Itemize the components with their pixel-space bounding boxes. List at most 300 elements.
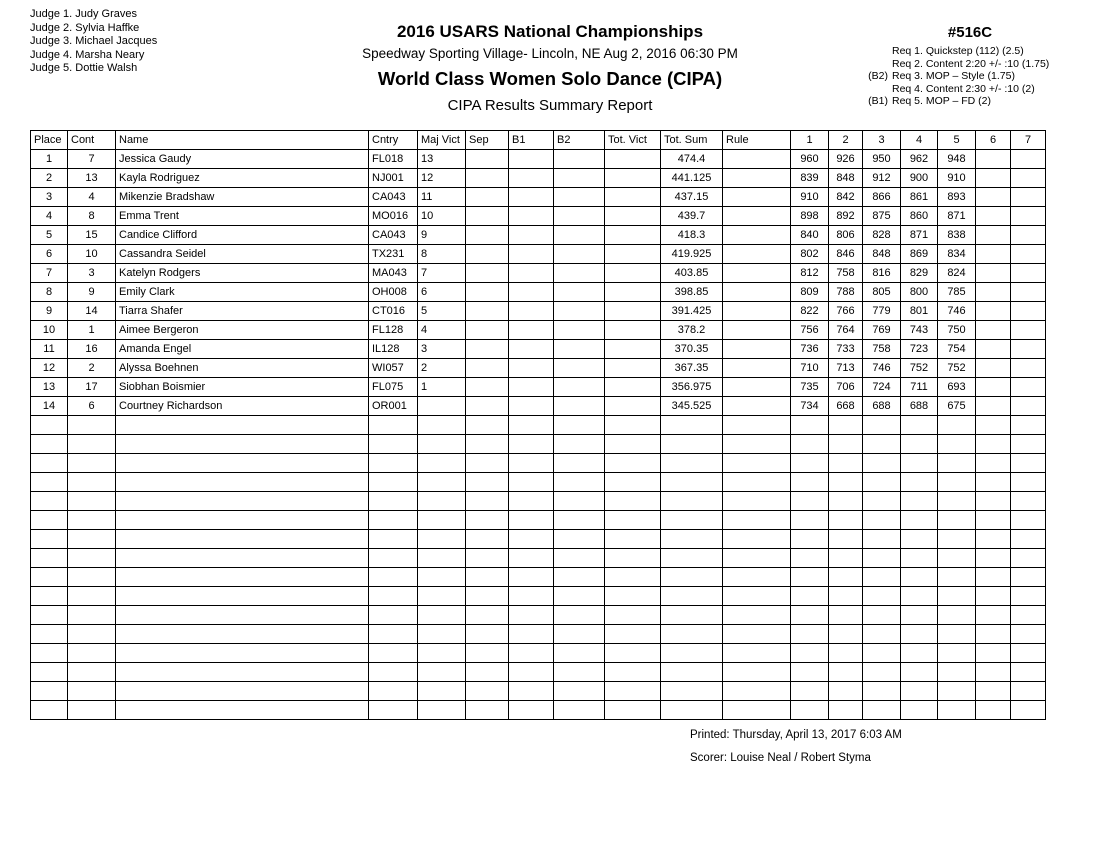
empty-cell (938, 473, 976, 492)
column-header-sep: Sep (466, 131, 509, 150)
empty-cell (938, 606, 976, 625)
cell-maj-vict: 11 (418, 188, 466, 207)
cell-name: Katelyn Rodgers (116, 264, 369, 283)
empty-cell (116, 473, 369, 492)
empty-cell (829, 625, 863, 644)
cell-1: 809 (791, 283, 829, 302)
cell-7 (1011, 226, 1046, 245)
cell-tot-vict (605, 245, 661, 264)
cell-3: 724 (863, 378, 901, 397)
column-header-1: 1 (791, 131, 829, 150)
cell-cntry: FL128 (369, 321, 418, 340)
cell-2: 806 (829, 226, 863, 245)
empty-cell (976, 549, 1011, 568)
cell-tot-vict (605, 378, 661, 397)
empty-cell (901, 454, 938, 473)
empty-cell (976, 701, 1011, 720)
cell-4: 962 (901, 150, 938, 169)
empty-cell (466, 530, 509, 549)
empty-row (31, 454, 1046, 473)
empty-cell (829, 530, 863, 549)
cell-2: 846 (829, 245, 863, 264)
empty-cell (791, 701, 829, 720)
empty-cell (938, 530, 976, 549)
empty-cell (863, 435, 901, 454)
cell-1: 735 (791, 378, 829, 397)
empty-cell (938, 549, 976, 568)
cell-tot-sum: 437.15 (661, 188, 723, 207)
empty-cell (829, 606, 863, 625)
cell-cntry: CA043 (369, 226, 418, 245)
empty-cell (554, 587, 605, 606)
empty-cell (976, 511, 1011, 530)
empty-cell (68, 568, 116, 587)
empty-cell (68, 587, 116, 606)
cell-1: 898 (791, 207, 829, 226)
cell-b2 (554, 397, 605, 416)
cell-1: 710 (791, 359, 829, 378)
empty-cell (554, 644, 605, 663)
empty-cell (418, 492, 466, 511)
cell-3: 688 (863, 397, 901, 416)
empty-cell (901, 530, 938, 549)
empty-cell (466, 416, 509, 435)
cell-maj-vict: 13 (418, 150, 466, 169)
cell-tot-sum: 391.425 (661, 302, 723, 321)
cell-name: Mikenzie Bradshaw (116, 188, 369, 207)
cell-1: 840 (791, 226, 829, 245)
cell-name: Siobhan Boismier (116, 378, 369, 397)
cell-6 (976, 169, 1011, 188)
empty-cell (466, 568, 509, 587)
empty-cell (605, 701, 661, 720)
cell-cntry: MA043 (369, 264, 418, 283)
cell-rule (723, 188, 791, 207)
cell-cntry: CA043 (369, 188, 418, 207)
empty-row (31, 416, 1046, 435)
cell-cont: 7 (68, 150, 116, 169)
empty-cell (791, 435, 829, 454)
cell-b1 (509, 245, 554, 264)
empty-cell (863, 625, 901, 644)
empty-cell (509, 701, 554, 720)
column-header-place: Place (31, 131, 68, 150)
empty-cell (554, 435, 605, 454)
requirement-line (862, 45, 1078, 58)
championship-title: 2016 USARS National Championships (396, 22, 704, 41)
cell-b2 (554, 340, 605, 359)
cell-maj-vict: 9 (418, 226, 466, 245)
cell-tot-sum: 439.7 (661, 207, 723, 226)
empty-cell (68, 663, 116, 682)
empty-cell (509, 682, 554, 701)
empty-cell (554, 606, 605, 625)
empty-cell (829, 492, 863, 511)
cell-tot-vict (605, 321, 661, 340)
empty-cell (723, 549, 791, 568)
empty-cell (723, 606, 791, 625)
empty-cell (976, 435, 1011, 454)
result-row (31, 397, 1046, 416)
cell-rule (723, 302, 791, 321)
empty-cell (116, 549, 369, 568)
cell-6 (976, 264, 1011, 283)
empty-cell (976, 416, 1011, 435)
result-row (31, 188, 1046, 207)
cell-7 (1011, 245, 1046, 264)
column-header-4: 4 (901, 131, 938, 150)
empty-cell (509, 454, 554, 473)
empty-cell (976, 454, 1011, 473)
cell-cntry: TX231 (369, 245, 418, 264)
empty-cell (901, 701, 938, 720)
column-header-cntry: Cntry (369, 131, 418, 150)
cell-5: 834 (938, 245, 976, 264)
judge-line: Judge 4. Marsha Neary (30, 48, 145, 61)
empty-cell (938, 587, 976, 606)
cell-tot-vict (605, 302, 661, 321)
cell-b2 (554, 321, 605, 340)
result-row (31, 340, 1046, 359)
empty-row (31, 549, 1046, 568)
empty-cell (466, 701, 509, 720)
cell-maj-vict: 1 (418, 378, 466, 397)
cell-5: 693 (938, 378, 976, 397)
empty-cell (863, 416, 901, 435)
empty-cell (605, 454, 661, 473)
empty-cell (723, 416, 791, 435)
empty-cell (68, 416, 116, 435)
cell-1: 839 (791, 169, 829, 188)
empty-cell (554, 511, 605, 530)
empty-row (31, 473, 1046, 492)
requirement-line (862, 83, 1078, 96)
requirement-prefix (862, 83, 892, 96)
empty-cell (68, 530, 116, 549)
cell-maj-vict: 3 (418, 340, 466, 359)
cell-b1 (509, 207, 554, 226)
empty-cell (661, 473, 723, 492)
empty-cell (418, 625, 466, 644)
empty-cell (509, 606, 554, 625)
requirement-text: Req 2. Content 2:20 +/- :10 (1.75) (892, 57, 1050, 70)
empty-cell (976, 587, 1011, 606)
empty-cell (68, 549, 116, 568)
empty-row (31, 492, 1046, 511)
empty-cell (863, 549, 901, 568)
cell-4: 800 (901, 283, 938, 302)
cell-4: 743 (901, 321, 938, 340)
empty-cell (1011, 549, 1046, 568)
empty-cell (418, 587, 466, 606)
empty-cell (31, 606, 68, 625)
cell-rule (723, 207, 791, 226)
cell-place: 11 (31, 340, 68, 359)
cell-tot-sum: 378.2 (661, 321, 723, 340)
empty-cell (863, 701, 901, 720)
empty-cell (901, 549, 938, 568)
empty-cell (418, 606, 466, 625)
cell-cntry: CT016 (369, 302, 418, 321)
cell-b2 (554, 207, 605, 226)
empty-cell (791, 644, 829, 663)
cell-cont: 1 (68, 321, 116, 340)
cell-tot-sum: 345.525 (661, 397, 723, 416)
cell-2: 892 (829, 207, 863, 226)
cell-6 (976, 397, 1011, 416)
cell-tot-vict (605, 359, 661, 378)
empty-cell (554, 492, 605, 511)
cell-b1 (509, 226, 554, 245)
empty-row (31, 663, 1046, 682)
cell-cntry: FL018 (369, 150, 418, 169)
empty-cell (938, 511, 976, 530)
requirement-prefix (862, 45, 892, 58)
cell-cont: 3 (68, 264, 116, 283)
cell-1: 812 (791, 264, 829, 283)
empty-cell (369, 549, 418, 568)
empty-cell (605, 492, 661, 511)
empty-cell (68, 511, 116, 530)
empty-cell (791, 625, 829, 644)
empty-cell (938, 568, 976, 587)
cell-1: 960 (791, 150, 829, 169)
cell-place: 14 (31, 397, 68, 416)
cell-name: Alyssa Boehnen (116, 359, 369, 378)
cell-2: 848 (829, 169, 863, 188)
cell-rule (723, 226, 791, 245)
cell-tot-vict (605, 207, 661, 226)
empty-cell (723, 454, 791, 473)
empty-cell (554, 416, 605, 435)
empty-cell (418, 663, 466, 682)
empty-cell (661, 625, 723, 644)
empty-cell (661, 587, 723, 606)
empty-cell (605, 606, 661, 625)
empty-cell (68, 492, 116, 511)
cell-name: Candice Clifford (116, 226, 369, 245)
empty-cell (554, 454, 605, 473)
cell-place: 9 (31, 302, 68, 321)
empty-cell (605, 435, 661, 454)
empty-cell (116, 587, 369, 606)
cell-tot-vict (605, 150, 661, 169)
empty-cell (829, 416, 863, 435)
cell-sep (466, 169, 509, 188)
empty-cell (369, 454, 418, 473)
cell-tot-sum: 441.125 (661, 169, 723, 188)
cell-7 (1011, 283, 1046, 302)
empty-cell (863, 454, 901, 473)
empty-cell (31, 492, 68, 511)
cell-2: 668 (829, 397, 863, 416)
cell-2: 713 (829, 359, 863, 378)
empty-cell (938, 435, 976, 454)
cell-b2 (554, 264, 605, 283)
result-row (31, 245, 1046, 264)
cell-rule (723, 359, 791, 378)
cell-b1 (509, 359, 554, 378)
cell-1: 736 (791, 340, 829, 359)
empty-cell (466, 682, 509, 701)
cell-sep (466, 226, 509, 245)
cell-maj-vict: 12 (418, 169, 466, 188)
empty-cell (605, 473, 661, 492)
cell-4: 711 (901, 378, 938, 397)
empty-cell (1011, 587, 1046, 606)
cell-b2 (554, 150, 605, 169)
result-row (31, 264, 1046, 283)
cell-7 (1011, 397, 1046, 416)
empty-cell (605, 682, 661, 701)
cell-place: 2 (31, 169, 68, 188)
cell-cntry: FL075 (369, 378, 418, 397)
empty-cell (829, 454, 863, 473)
event-title: World Class Women Solo Dance (CIPA) (377, 68, 723, 89)
empty-cell (829, 473, 863, 492)
empty-cell (68, 606, 116, 625)
empty-cell (418, 644, 466, 663)
cell-3: 746 (863, 359, 901, 378)
cell-maj-vict: 6 (418, 283, 466, 302)
cell-sep (466, 264, 509, 283)
empty-cell (1011, 530, 1046, 549)
cell-2: 766 (829, 302, 863, 321)
cell-7 (1011, 340, 1046, 359)
cell-b2 (554, 378, 605, 397)
cell-5: 910 (938, 169, 976, 188)
cell-b2 (554, 245, 605, 264)
empty-cell (1011, 454, 1046, 473)
requirement-text: Req 3. MOP – Style (1.75) (892, 70, 1015, 82)
result-row (31, 283, 1046, 302)
cell-name: Tiarra Shafer (116, 302, 369, 321)
cell-b2 (554, 302, 605, 321)
empty-cell (31, 549, 68, 568)
empty-cell (791, 663, 829, 682)
empty-cell (938, 416, 976, 435)
judge-line: Judge 1. Judy Graves (30, 8, 138, 20)
empty-cell (976, 568, 1011, 587)
empty-cell (418, 454, 466, 473)
empty-cell (554, 682, 605, 701)
cell-6 (976, 188, 1011, 207)
empty-cell (791, 530, 829, 549)
empty-cell (661, 701, 723, 720)
result-row (31, 169, 1046, 188)
result-row (31, 207, 1046, 226)
cell-rule (723, 283, 791, 302)
cell-maj-vict (418, 397, 466, 416)
column-header-tot-sum: Tot. Sum (661, 131, 723, 150)
empty-cell (116, 701, 369, 720)
cell-6 (976, 207, 1011, 226)
cell-place: 12 (31, 359, 68, 378)
cell-3: 828 (863, 226, 901, 245)
empty-cell (723, 625, 791, 644)
cell-place: 5 (31, 226, 68, 245)
cell-cont: 17 (68, 378, 116, 397)
cell-cont: 15 (68, 226, 116, 245)
cell-tot-vict (605, 340, 661, 359)
empty-cell (369, 473, 418, 492)
cell-b1 (509, 150, 554, 169)
report-footer (690, 729, 902, 775)
cell-b1 (509, 264, 554, 283)
cell-sep (466, 188, 509, 207)
empty-row (31, 644, 1046, 663)
cell-rule (723, 150, 791, 169)
empty-cell (976, 682, 1011, 701)
empty-cell (68, 682, 116, 701)
requirements-list (862, 45, 1078, 108)
cell-3: 769 (863, 321, 901, 340)
cell-3: 816 (863, 264, 901, 283)
empty-cell (1011, 511, 1046, 530)
empty-cell (901, 492, 938, 511)
empty-cell (554, 625, 605, 644)
cell-place: 3 (31, 188, 68, 207)
empty-row (31, 682, 1046, 701)
empty-cell (661, 663, 723, 682)
cell-sep (466, 245, 509, 264)
empty-cell (723, 568, 791, 587)
cell-tot-sum: 356.975 (661, 378, 723, 397)
cell-4: 860 (901, 207, 938, 226)
empty-cell (901, 416, 938, 435)
cell-b2 (554, 188, 605, 207)
cell-4: 871 (901, 226, 938, 245)
empty-cell (466, 435, 509, 454)
cell-b2 (554, 283, 605, 302)
empty-cell (369, 530, 418, 549)
empty-cell (31, 625, 68, 644)
empty-cell (791, 511, 829, 530)
empty-cell (116, 530, 369, 549)
empty-cell (1011, 492, 1046, 511)
empty-row (31, 625, 1046, 644)
empty-cell (418, 435, 466, 454)
empty-cell (509, 435, 554, 454)
column-header-5: 5 (938, 131, 976, 150)
cell-3: 848 (863, 245, 901, 264)
empty-cell (418, 416, 466, 435)
cell-7 (1011, 169, 1046, 188)
empty-cell (116, 511, 369, 530)
empty-cell (369, 435, 418, 454)
cell-2: 706 (829, 378, 863, 397)
results-table (30, 130, 1046, 720)
report-subtitle: CIPA Results Summary Report (447, 97, 653, 114)
cell-sep (466, 302, 509, 321)
cell-1: 734 (791, 397, 829, 416)
cell-cont: 4 (68, 188, 116, 207)
cell-4: 829 (901, 264, 938, 283)
cell-2: 788 (829, 283, 863, 302)
empty-cell (661, 682, 723, 701)
cell-5: 893 (938, 188, 976, 207)
cell-sep (466, 378, 509, 397)
empty-cell (509, 530, 554, 549)
cell-maj-vict: 8 (418, 245, 466, 264)
cell-place: 7 (31, 264, 68, 283)
cell-name: Jessica Gaudy (116, 150, 369, 169)
empty-cell (938, 492, 976, 511)
empty-cell (863, 492, 901, 511)
cell-cntry: OR001 (369, 397, 418, 416)
empty-cell (418, 682, 466, 701)
table-header-row (31, 131, 1046, 150)
